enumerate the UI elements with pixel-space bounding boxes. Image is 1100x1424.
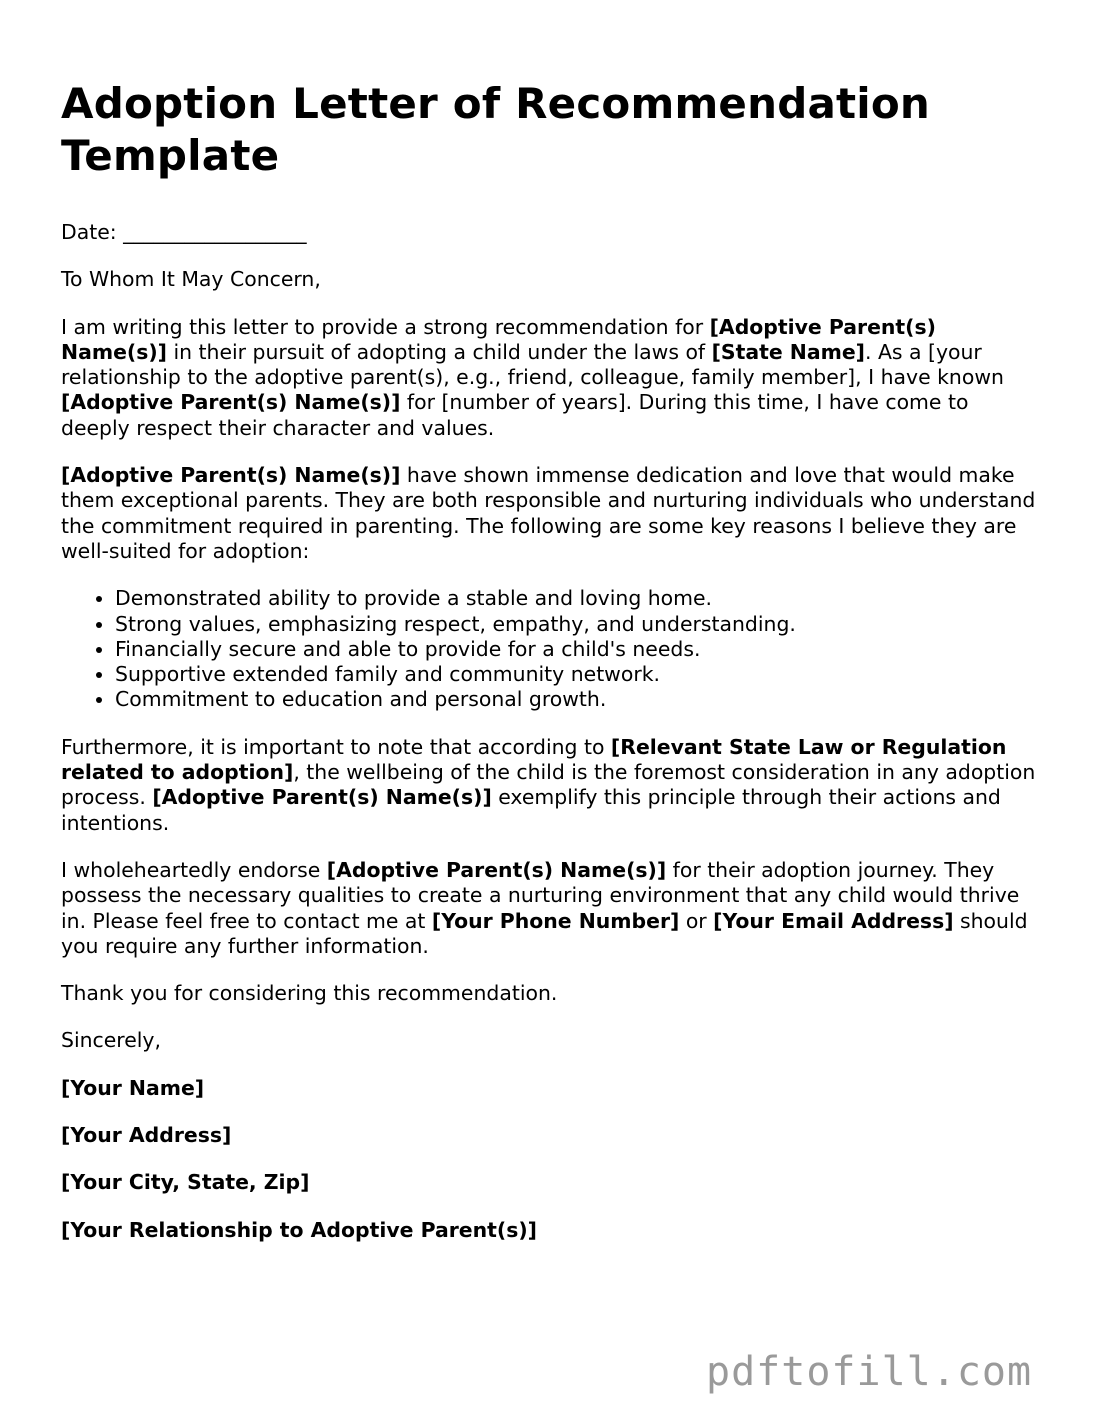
salutation: To Whom It May Concern, bbox=[61, 267, 321, 292]
phone-number-placeholder: [Your Phone Number] bbox=[431, 908, 680, 933]
intro-text-1: I am writing this letter to provide a strong recommendation for bbox=[61, 314, 710, 339]
email-address-placeholder: [Your Email Address] bbox=[713, 908, 954, 933]
state-name-placeholder: [State Name] bbox=[711, 339, 865, 364]
list-item: • Supportive extended family and community network. bbox=[115, 662, 1041, 687]
reasons-list bbox=[61, 586, 1041, 712]
legal-text-1: Furthermore, it is important to note that according to bbox=[61, 734, 611, 759]
endorsement-text-1: I wholeheartedly endorse bbox=[61, 857, 327, 882]
endorsement-text-2: for their adoption journey. They possess the necessary qualities to create a nurturing environment that any child would thrive in. Please feel free to contact me at bbox=[61, 857, 1020, 933]
document-title: Adoption Letter of Recommendation Template bbox=[61, 79, 931, 180]
legal-paragraph bbox=[61, 735, 1041, 836]
signature-block bbox=[61, 1076, 1041, 1243]
list-item: • Strong values, emphasizing respect, empathy, and understanding. bbox=[115, 612, 1041, 637]
signer-city-state-zip: [Your City, State, Zip] bbox=[61, 1170, 310, 1195]
thanks-line: Thank you for considering this recommendation. bbox=[61, 981, 558, 1006]
date-line: Date: __________________ bbox=[61, 220, 307, 244]
adoptive-parent-name-placeholder: [Adoptive Parent(s) Name(s)] bbox=[61, 463, 401, 488]
intro-paragraph bbox=[61, 315, 1041, 441]
adoptive-parent-name-placeholder: [Adoptive Parent(s) Name(s)] bbox=[61, 314, 936, 364]
list-item: • Commitment to education and personal growth. bbox=[115, 687, 1041, 712]
letter-document bbox=[61, 78, 1041, 1265]
watermark-text: pdftofill.com bbox=[706, 1349, 1033, 1395]
legal-text-3: exemplify this principle through their actions and intentions. bbox=[61, 785, 1001, 835]
intro-text-3: . As a [your relationship to the adoptive parent(s), e.g., friend, colleague, family member], I have known bbox=[61, 339, 1004, 390]
endorsement-paragraph bbox=[61, 858, 1041, 959]
adoptive-parent-name-placeholder: [Adoptive Parent(s) Name(s)] bbox=[152, 785, 492, 810]
closing-line: Sincerely, bbox=[61, 1028, 161, 1053]
signer-name: [Your Name] bbox=[61, 1075, 205, 1100]
signer-address: [Your Address] bbox=[61, 1123, 232, 1148]
dedication-text: have shown immense dedication and love that would make them exceptional parents. They are both responsible and nurturing individuals who understand the commitment required in parenting. The following are some key reasons I believe they are well-suited for adoption: bbox=[61, 463, 1036, 563]
intro-text-4: for [number of years]. During this time, I have come to deeply respect their character and values. bbox=[61, 390, 969, 440]
legal-text-2: , the wellbeing of the child is the foremost consideration in any adoption process. bbox=[61, 760, 1036, 810]
adoptive-parent-name-placeholder: [Adoptive Parent(s) Name(s)] bbox=[326, 857, 667, 882]
adoptive-parent-name-placeholder: [Adoptive Parent(s) Name(s)] bbox=[61, 390, 401, 415]
dedication-paragraph bbox=[61, 463, 1041, 564]
list-item: • Financially secure and able to provide for a child's needs. bbox=[115, 637, 1041, 662]
endorsement-text-3: or bbox=[679, 908, 714, 933]
state-law-placeholder: [Relevant State Law or Regulation related to adoption] bbox=[61, 734, 1007, 785]
signer-relationship: [Your Relationship to Adoptive Parent(s)] bbox=[61, 1217, 537, 1242]
endorsement-text-4: should you require any further information. bbox=[61, 908, 1028, 958]
list-item: • Demonstrated ability to provide a stable and loving home. bbox=[115, 586, 1041, 611]
intro-text-2: in their pursuit of adopting a child under the laws of bbox=[167, 339, 712, 364]
